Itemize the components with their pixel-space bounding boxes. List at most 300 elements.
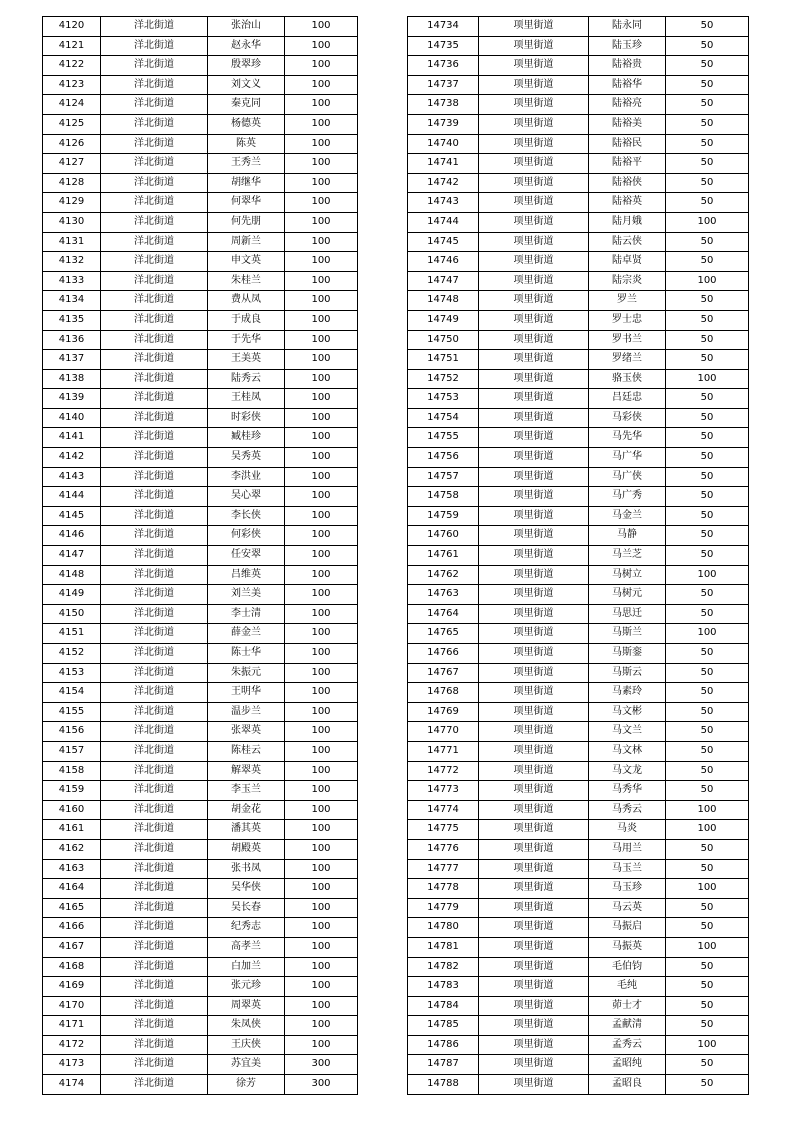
name-cell: 马斯云 <box>589 663 666 683</box>
street-cell: 项里街道 <box>479 663 589 683</box>
amount-cell: 100 <box>285 604 358 624</box>
street-cell: 洋北街道 <box>101 741 208 761</box>
table-row <box>408 937 749 957</box>
street-cell: 项里街道 <box>479 75 589 95</box>
name-cell: 刘文义 <box>208 75 285 95</box>
id-cell: 4142 <box>43 448 101 468</box>
amount-cell: 100 <box>285 36 358 56</box>
id-cell: 14766 <box>408 644 479 664</box>
id-cell: 4162 <box>43 839 101 859</box>
table-row <box>43 565 358 585</box>
id-cell: 14754 <box>408 408 479 428</box>
street-cell: 项里街道 <box>479 428 589 448</box>
amount-cell: 100 <box>285 546 358 566</box>
id-cell: 4155 <box>43 702 101 722</box>
id-cell: 14777 <box>408 859 479 879</box>
table-row <box>408 350 749 370</box>
id-cell: 14773 <box>408 781 479 801</box>
id-cell: 4137 <box>43 350 101 370</box>
table-row <box>408 114 749 134</box>
amount-cell: 100 <box>666 271 749 291</box>
amount-cell: 100 <box>666 369 749 389</box>
table-row <box>43 173 358 193</box>
id-cell: 4143 <box>43 467 101 487</box>
table-row <box>43 977 358 997</box>
amount-cell: 100 <box>285 565 358 585</box>
table-row <box>43 56 358 76</box>
right-table-body <box>408 17 749 1095</box>
street-cell: 洋北街道 <box>101 1016 208 1036</box>
id-cell: 4147 <box>43 546 101 566</box>
id-cell: 4161 <box>43 820 101 840</box>
name-cell: 马文彬 <box>589 702 666 722</box>
table-row <box>408 957 749 977</box>
name-cell: 周翠英 <box>208 996 285 1016</box>
street-cell: 洋北街道 <box>101 271 208 291</box>
table-row <box>408 134 749 154</box>
table-row <box>43 487 358 507</box>
id-cell: 4173 <box>43 1055 101 1075</box>
name-cell: 马文林 <box>589 741 666 761</box>
name-cell: 马兰芝 <box>589 546 666 566</box>
table-row <box>408 977 749 997</box>
street-cell: 项里街道 <box>479 957 589 977</box>
amount-cell: 50 <box>666 17 749 37</box>
table-row <box>43 585 358 605</box>
name-cell: 陈英 <box>208 134 285 154</box>
id-cell: 4153 <box>43 663 101 683</box>
id-cell: 14743 <box>408 193 479 213</box>
table-row <box>408 820 749 840</box>
street-cell: 洋北街道 <box>101 898 208 918</box>
amount-cell: 100 <box>285 996 358 1016</box>
street-cell: 项里街道 <box>479 506 589 526</box>
table-row <box>43 879 358 899</box>
amount-cell: 100 <box>666 937 749 957</box>
amount-cell: 50 <box>666 957 749 977</box>
left-table-body <box>43 17 358 1095</box>
id-cell: 4141 <box>43 428 101 448</box>
amount-cell: 100 <box>666 800 749 820</box>
name-cell: 吕维英 <box>208 565 285 585</box>
table-row <box>43 310 358 330</box>
name-cell: 马静 <box>589 526 666 546</box>
amount-cell: 100 <box>285 330 358 350</box>
amount-cell: 100 <box>285 585 358 605</box>
id-cell: 14757 <box>408 467 479 487</box>
amount-cell: 50 <box>666 154 749 174</box>
table-row <box>43 604 358 624</box>
amount-cell: 100 <box>285 252 358 272</box>
table-row <box>43 546 358 566</box>
street-cell: 洋北街道 <box>101 565 208 585</box>
street-cell: 项里街道 <box>479 898 589 918</box>
id-cell: 14781 <box>408 937 479 957</box>
table-row <box>408 173 749 193</box>
id-cell: 14786 <box>408 1035 479 1055</box>
table-row <box>408 428 749 448</box>
street-cell: 洋北街道 <box>101 252 208 272</box>
amount-cell: 100 <box>285 56 358 76</box>
amount-cell: 100 <box>285 918 358 938</box>
street-cell: 洋北街道 <box>101 75 208 95</box>
name-cell: 陆裕民 <box>589 134 666 154</box>
table-row <box>43 467 358 487</box>
table-row <box>43 389 358 409</box>
id-cell: 14748 <box>408 291 479 311</box>
table-row <box>408 879 749 899</box>
amount-cell: 100 <box>285 663 358 683</box>
name-cell: 陆玉珍 <box>589 36 666 56</box>
street-cell: 洋北街道 <box>101 781 208 801</box>
table-row <box>408 839 749 859</box>
id-cell: 4134 <box>43 291 101 311</box>
table-row <box>408 389 749 409</box>
table-row <box>43 722 358 742</box>
name-cell: 李洪业 <box>208 467 285 487</box>
table-row <box>408 546 749 566</box>
name-cell: 吴秀英 <box>208 448 285 468</box>
street-cell: 项里街道 <box>479 879 589 899</box>
table-row <box>408 506 749 526</box>
name-cell: 陆裕亮 <box>589 95 666 115</box>
table-row <box>408 232 749 252</box>
amount-cell: 50 <box>666 487 749 507</box>
id-cell: 4156 <box>43 722 101 742</box>
amount-cell: 50 <box>666 996 749 1016</box>
table-row <box>408 36 749 56</box>
amount-cell: 50 <box>666 193 749 213</box>
street-cell: 洋北街道 <box>101 291 208 311</box>
street-cell: 洋北街道 <box>101 487 208 507</box>
id-cell: 4158 <box>43 761 101 781</box>
id-cell: 4135 <box>43 310 101 330</box>
street-cell: 洋北街道 <box>101 408 208 428</box>
amount-cell: 100 <box>285 761 358 781</box>
street-cell: 项里街道 <box>479 134 589 154</box>
street-cell: 项里街道 <box>479 1055 589 1075</box>
street-cell: 项里街道 <box>479 781 589 801</box>
amount-cell: 50 <box>666 663 749 683</box>
amount-cell: 100 <box>285 898 358 918</box>
street-cell: 洋北街道 <box>101 232 208 252</box>
id-cell: 14783 <box>408 977 479 997</box>
id-cell: 14765 <box>408 624 479 644</box>
street-cell: 洋北街道 <box>101 36 208 56</box>
amount-cell: 100 <box>285 271 358 291</box>
street-cell: 项里街道 <box>479 604 589 624</box>
name-cell: 朱振元 <box>208 663 285 683</box>
id-cell: 4121 <box>43 36 101 56</box>
table-row <box>408 154 749 174</box>
name-cell: 孟献清 <box>589 1016 666 1036</box>
amount-cell: 100 <box>285 487 358 507</box>
street-cell: 洋北街道 <box>101 114 208 134</box>
street-cell: 洋北街道 <box>101 1075 208 1095</box>
street-cell: 洋北街道 <box>101 800 208 820</box>
name-cell: 马文龙 <box>589 761 666 781</box>
street-cell: 洋北街道 <box>101 17 208 37</box>
amount-cell: 100 <box>285 1016 358 1036</box>
street-cell: 洋北街道 <box>101 604 208 624</box>
name-cell: 张翠英 <box>208 722 285 742</box>
id-cell: 14761 <box>408 546 479 566</box>
amount-cell: 100 <box>285 389 358 409</box>
table-row <box>408 330 749 350</box>
table-row <box>43 330 358 350</box>
id-cell: 4150 <box>43 604 101 624</box>
name-cell: 陈桂云 <box>208 741 285 761</box>
table-row <box>408 75 749 95</box>
table-row <box>408 702 749 722</box>
amount-cell: 50 <box>666 134 749 154</box>
name-cell: 马玉兰 <box>589 859 666 879</box>
table-row <box>43 252 358 272</box>
name-cell: 马素玲 <box>589 683 666 703</box>
street-cell: 洋北街道 <box>101 644 208 664</box>
id-cell: 14788 <box>408 1075 479 1095</box>
id-cell: 4171 <box>43 1016 101 1036</box>
table-row <box>43 271 358 291</box>
id-cell: 4165 <box>43 898 101 918</box>
name-cell: 殷翠珍 <box>208 56 285 76</box>
amount-cell: 50 <box>666 761 749 781</box>
table-row <box>43 506 358 526</box>
name-cell: 赵永华 <box>208 36 285 56</box>
amount-cell: 100 <box>285 741 358 761</box>
amount-cell: 100 <box>285 977 358 997</box>
amount-cell: 50 <box>666 859 749 879</box>
street-cell: 项里街道 <box>479 95 589 115</box>
street-cell: 项里街道 <box>479 330 589 350</box>
table-row <box>43 36 358 56</box>
street-cell: 项里街道 <box>479 820 589 840</box>
id-cell: 4164 <box>43 879 101 899</box>
street-cell: 洋北街道 <box>101 663 208 683</box>
street-cell: 项里街道 <box>479 565 589 585</box>
table-row <box>408 781 749 801</box>
name-cell: 陆裕平 <box>589 154 666 174</box>
table-row <box>43 134 358 154</box>
name-cell: 陆月娥 <box>589 212 666 232</box>
name-cell: 马文兰 <box>589 722 666 742</box>
name-cell: 李长侠 <box>208 506 285 526</box>
id-cell: 14764 <box>408 604 479 624</box>
id-cell: 4166 <box>43 918 101 938</box>
id-cell: 4144 <box>43 487 101 507</box>
street-cell: 项里街道 <box>479 350 589 370</box>
amount-cell: 100 <box>285 193 358 213</box>
amount-cell: 50 <box>666 781 749 801</box>
id-cell: 14780 <box>408 918 479 938</box>
amount-cell: 50 <box>666 389 749 409</box>
name-cell: 陆永同 <box>589 17 666 37</box>
id-cell: 4127 <box>43 154 101 174</box>
name-cell: 陆裕英 <box>589 193 666 213</box>
name-cell: 罗书兰 <box>589 330 666 350</box>
amount-cell: 100 <box>666 820 749 840</box>
street-cell: 洋北街道 <box>101 134 208 154</box>
amount-cell: 50 <box>666 408 749 428</box>
amount-cell: 50 <box>666 977 749 997</box>
street-cell: 洋北街道 <box>101 448 208 468</box>
amount-cell: 50 <box>666 75 749 95</box>
id-cell: 14778 <box>408 879 479 899</box>
street-cell: 项里街道 <box>479 526 589 546</box>
id-cell: 4151 <box>43 624 101 644</box>
street-cell: 项里街道 <box>479 702 589 722</box>
table-row <box>43 644 358 664</box>
table-row <box>43 1055 358 1075</box>
street-cell: 项里街道 <box>479 839 589 859</box>
name-cell: 马先华 <box>589 428 666 448</box>
name-cell: 马云英 <box>589 898 666 918</box>
name-cell: 白加兰 <box>208 957 285 977</box>
table-row <box>43 193 358 213</box>
amount-cell: 50 <box>666 232 749 252</box>
amount-cell: 100 <box>285 134 358 154</box>
amount-cell: 100 <box>285 114 358 134</box>
street-cell: 项里街道 <box>479 800 589 820</box>
name-cell: 于成良 <box>208 310 285 330</box>
street-cell: 洋北街道 <box>101 996 208 1016</box>
street-cell: 洋北街道 <box>101 56 208 76</box>
amount-cell: 50 <box>666 839 749 859</box>
amount-cell: 100 <box>285 879 358 899</box>
street-cell: 洋北街道 <box>101 546 208 566</box>
name-cell: 罗兰 <box>589 291 666 311</box>
street-cell: 洋北街道 <box>101 683 208 703</box>
amount-cell: 100 <box>666 212 749 232</box>
street-cell: 项里街道 <box>479 585 589 605</box>
id-cell: 4133 <box>43 271 101 291</box>
amount-cell: 100 <box>285 702 358 722</box>
id-cell: 14752 <box>408 369 479 389</box>
amount-cell: 100 <box>285 624 358 644</box>
id-cell: 4123 <box>43 75 101 95</box>
table-row <box>408 722 749 742</box>
id-cell: 14785 <box>408 1016 479 1036</box>
amount-cell: 50 <box>666 918 749 938</box>
table-row <box>408 741 749 761</box>
amount-cell: 50 <box>666 95 749 115</box>
id-cell: 4122 <box>43 56 101 76</box>
amount-cell: 50 <box>666 585 749 605</box>
table-row <box>43 369 358 389</box>
amount-cell: 100 <box>285 173 358 193</box>
name-cell: 王秀兰 <box>208 154 285 174</box>
street-cell: 洋北街道 <box>101 937 208 957</box>
table-row <box>408 310 749 330</box>
name-cell: 苏宜美 <box>208 1055 285 1075</box>
street-cell: 项里街道 <box>479 996 589 1016</box>
table-row <box>43 996 358 1016</box>
street-cell: 洋北街道 <box>101 310 208 330</box>
street-cell: 洋北街道 <box>101 977 208 997</box>
street-cell: 洋北街道 <box>101 585 208 605</box>
name-cell: 薛金兰 <box>208 624 285 644</box>
table-row <box>43 937 358 957</box>
id-cell: 14760 <box>408 526 479 546</box>
id-cell: 14787 <box>408 1055 479 1075</box>
amount-cell: 100 <box>285 839 358 859</box>
name-cell: 陈士华 <box>208 644 285 664</box>
amount-cell: 100 <box>285 310 358 330</box>
amount-cell: 100 <box>285 722 358 742</box>
street-cell: 项里街道 <box>479 741 589 761</box>
amount-cell: 50 <box>666 173 749 193</box>
id-cell: 14779 <box>408 898 479 918</box>
name-cell: 陆裕美 <box>589 114 666 134</box>
table-row <box>43 918 358 938</box>
id-cell: 4132 <box>43 252 101 272</box>
table-row <box>408 369 749 389</box>
name-cell: 陆裕侠 <box>589 173 666 193</box>
name-cell: 陆裕贵 <box>589 56 666 76</box>
name-cell: 马玉珍 <box>589 879 666 899</box>
street-cell: 洋北街道 <box>101 1055 208 1075</box>
name-cell: 马金兰 <box>589 506 666 526</box>
name-cell: 马秀华 <box>589 781 666 801</box>
name-cell: 吴心翠 <box>208 487 285 507</box>
street-cell: 洋北街道 <box>101 212 208 232</box>
street-cell: 项里街道 <box>479 859 589 879</box>
amount-cell: 100 <box>285 291 358 311</box>
amount-cell: 50 <box>666 898 749 918</box>
table-row <box>408 604 749 624</box>
name-cell: 陆秀云 <box>208 369 285 389</box>
amount-cell: 50 <box>666 526 749 546</box>
name-cell: 马斯銮 <box>589 644 666 664</box>
id-cell: 4126 <box>43 134 101 154</box>
id-cell: 14762 <box>408 565 479 585</box>
street-cell: 项里街道 <box>479 212 589 232</box>
id-cell: 4129 <box>43 193 101 213</box>
name-cell: 马彩侠 <box>589 408 666 428</box>
id-cell: 4160 <box>43 800 101 820</box>
table-row <box>408 408 749 428</box>
id-cell: 14741 <box>408 154 479 174</box>
table-row <box>408 291 749 311</box>
name-cell: 王桂凤 <box>208 389 285 409</box>
table-row <box>408 624 749 644</box>
street-cell: 洋北街道 <box>101 839 208 859</box>
amount-cell: 100 <box>285 683 358 703</box>
name-cell: 高孝兰 <box>208 937 285 957</box>
name-cell: 骆玉侠 <box>589 369 666 389</box>
name-cell: 孟秀云 <box>589 1035 666 1055</box>
name-cell: 李士清 <box>208 604 285 624</box>
amount-cell: 50 <box>666 56 749 76</box>
amount-cell: 50 <box>666 310 749 330</box>
table-row <box>408 1016 749 1036</box>
id-cell: 4131 <box>43 232 101 252</box>
amount-cell: 50 <box>666 448 749 468</box>
amount-cell: 300 <box>285 1075 358 1095</box>
id-cell: 4170 <box>43 996 101 1016</box>
table-row <box>43 741 358 761</box>
name-cell: 毛纯 <box>589 977 666 997</box>
name-cell: 陆卓贤 <box>589 252 666 272</box>
street-cell: 洋北街道 <box>101 624 208 644</box>
street-cell: 项里街道 <box>479 683 589 703</box>
table-row <box>408 95 749 115</box>
id-cell: 4128 <box>43 173 101 193</box>
table-row <box>43 350 358 370</box>
name-cell: 申文英 <box>208 252 285 272</box>
amount-cell: 50 <box>666 604 749 624</box>
id-cell: 4174 <box>43 1075 101 1095</box>
